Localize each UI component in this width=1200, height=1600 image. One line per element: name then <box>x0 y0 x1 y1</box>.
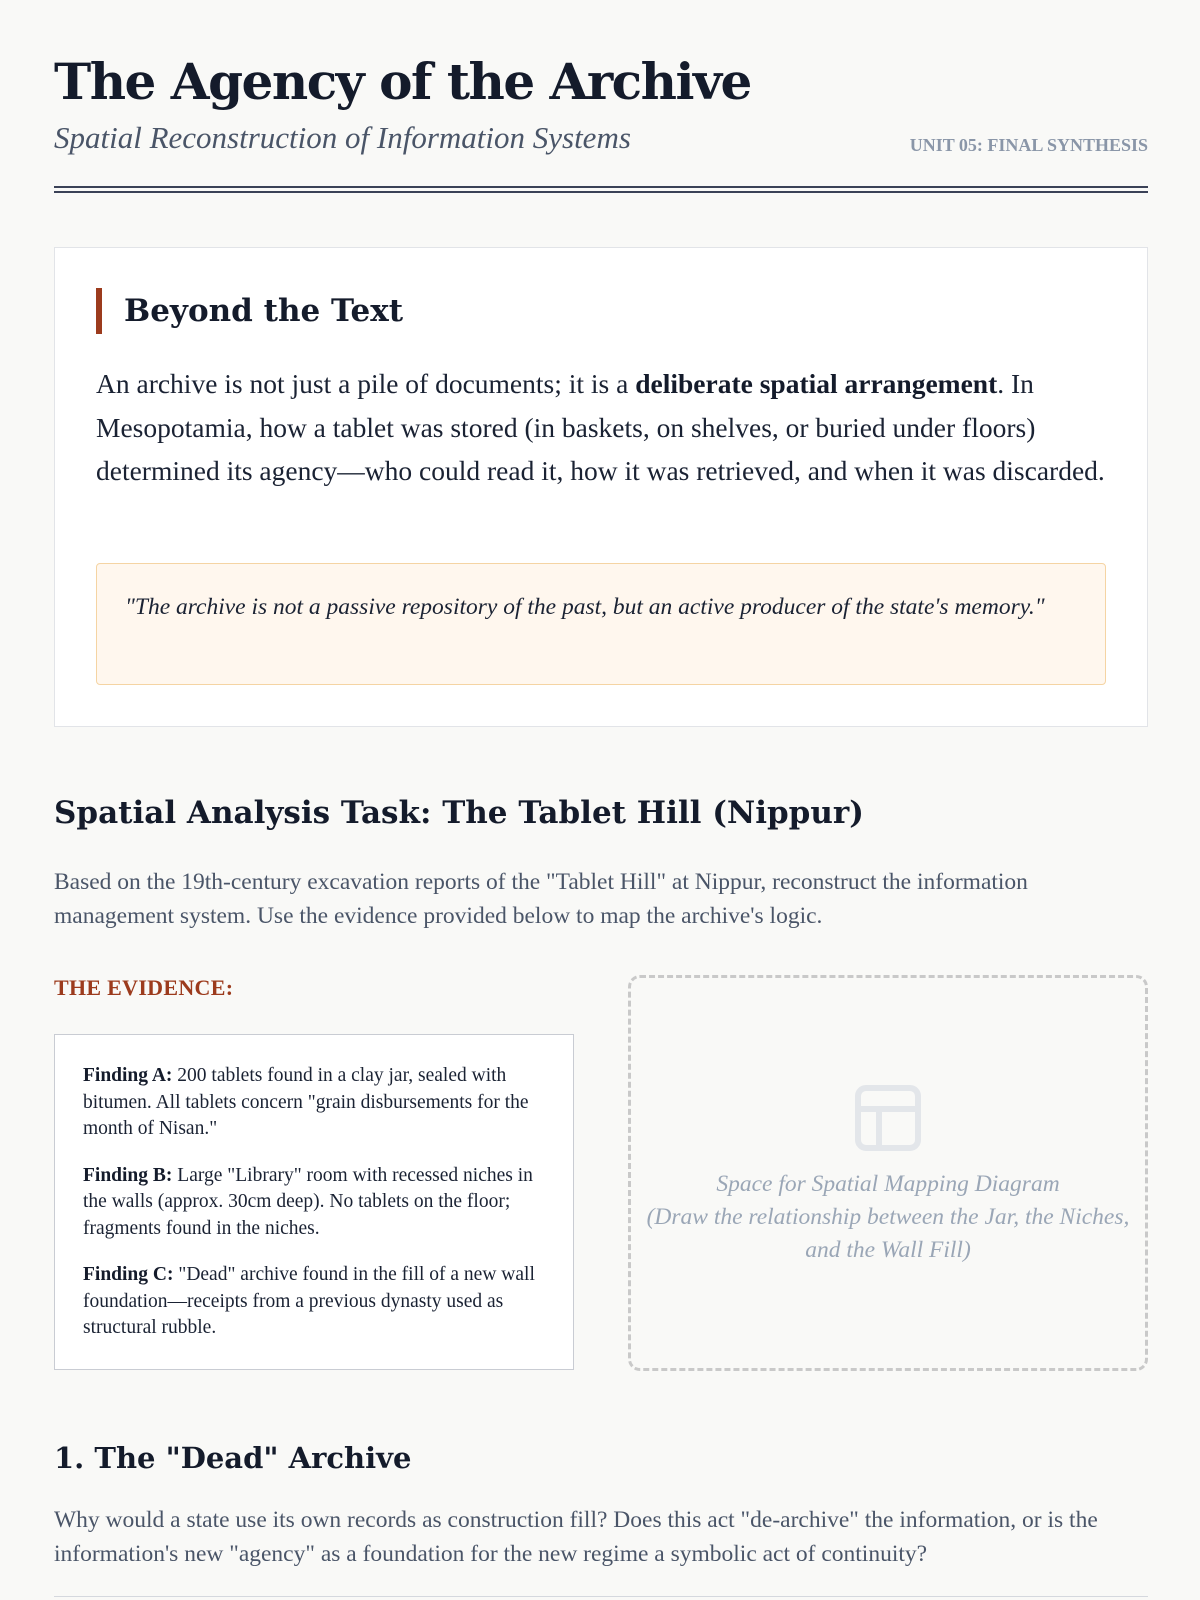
finding-c <box>83 1262 545 1342</box>
finding-a-text: 200 tablets found in a clay jar, sealed with bitumen. All tablets concern "grain disbursements for the month of Nisan." <box>83 1065 529 1139</box>
intro-body-emphasis: deliberate spatial arrangement <box>635 368 998 399</box>
task-heading: Spatial Analysis Task: The Tablet Hill (Nippur) <box>54 795 864 831</box>
diagram-placeholder-title: Space for Spatial Mapping Diagram <box>716 1171 1060 1197</box>
quote-text: "The archive is not a passive repository of the past, but an active producer of the state's memory." <box>125 594 1045 620</box>
diagram-placeholder-instructions: (Draw the relationship between the Jar, the Niches, and the Wall Fill) <box>646 1204 1130 1263</box>
finding-a <box>83 1063 545 1143</box>
diagram-drawing-area[interactable] <box>628 975 1148 1371</box>
finding-b-text: Large "Library" room with recessed niches in the walls (approx. 30cm deep). No tablets on the floor; fragments found in the niches. <box>83 1164 533 1239</box>
finding-c-text: "Dead" archive found in the fill of a new wall foundation—receipts from a previous dynasty used as structural rubble. <box>83 1264 535 1338</box>
quote-callout <box>96 563 1106 685</box>
intro-body-start: An archive is not just a pile of documents; it is a <box>96 368 636 399</box>
finding-a-label: Finding A: <box>83 1065 173 1086</box>
page-subtitle: Spatial Reconstruction of Information Systems <box>54 120 631 155</box>
header-divider <box>54 186 1148 193</box>
intro-heading: Beyond the Text <box>96 288 403 334</box>
finding-b <box>83 1163 545 1243</box>
evidence-label: THE EVIDENCE: <box>54 975 234 1000</box>
page-header <box>54 0 1148 190</box>
answer-box-edge[interactable] <box>54 1596 1148 1600</box>
finding-b-label: Finding B: <box>83 1164 173 1186</box>
intro-body-end: . In Mesopotamia, how a tablet was stored (in baskets, on shelves, or buried under floors) determined its agency—who could read it, how it was retrieved, and when it was discarded. <box>96 368 1105 486</box>
evidence-box <box>54 1034 574 1370</box>
page <box>54 0 1148 1567</box>
intro-card <box>54 247 1148 727</box>
intro-body <box>96 362 1106 493</box>
question-1-text: Why would a state use its own records as construction fill? Does this act "de-archive" the information, or is the information's new "agency" as a foundation for the new regime a symbolic act of continuity? <box>54 1507 1098 1567</box>
question-1-heading: 1. The "Dead" Archive <box>54 1441 412 1475</box>
layout-icon <box>855 1085 921 1151</box>
page-title: The Agency of the Archive <box>54 52 751 111</box>
diagram-placeholder-text <box>631 1168 1145 1267</box>
finding-c-label: Finding C: <box>83 1264 174 1285</box>
unit-label: UNIT 05: FINAL SYNTHESIS <box>909 135 1148 155</box>
task-intro: Based on the 19th-century excavation reports of the "Tablet Hill" at Nippur, reconstruct the information management system. Use the evidence provided below to map the archive's logic. <box>54 869 1028 929</box>
